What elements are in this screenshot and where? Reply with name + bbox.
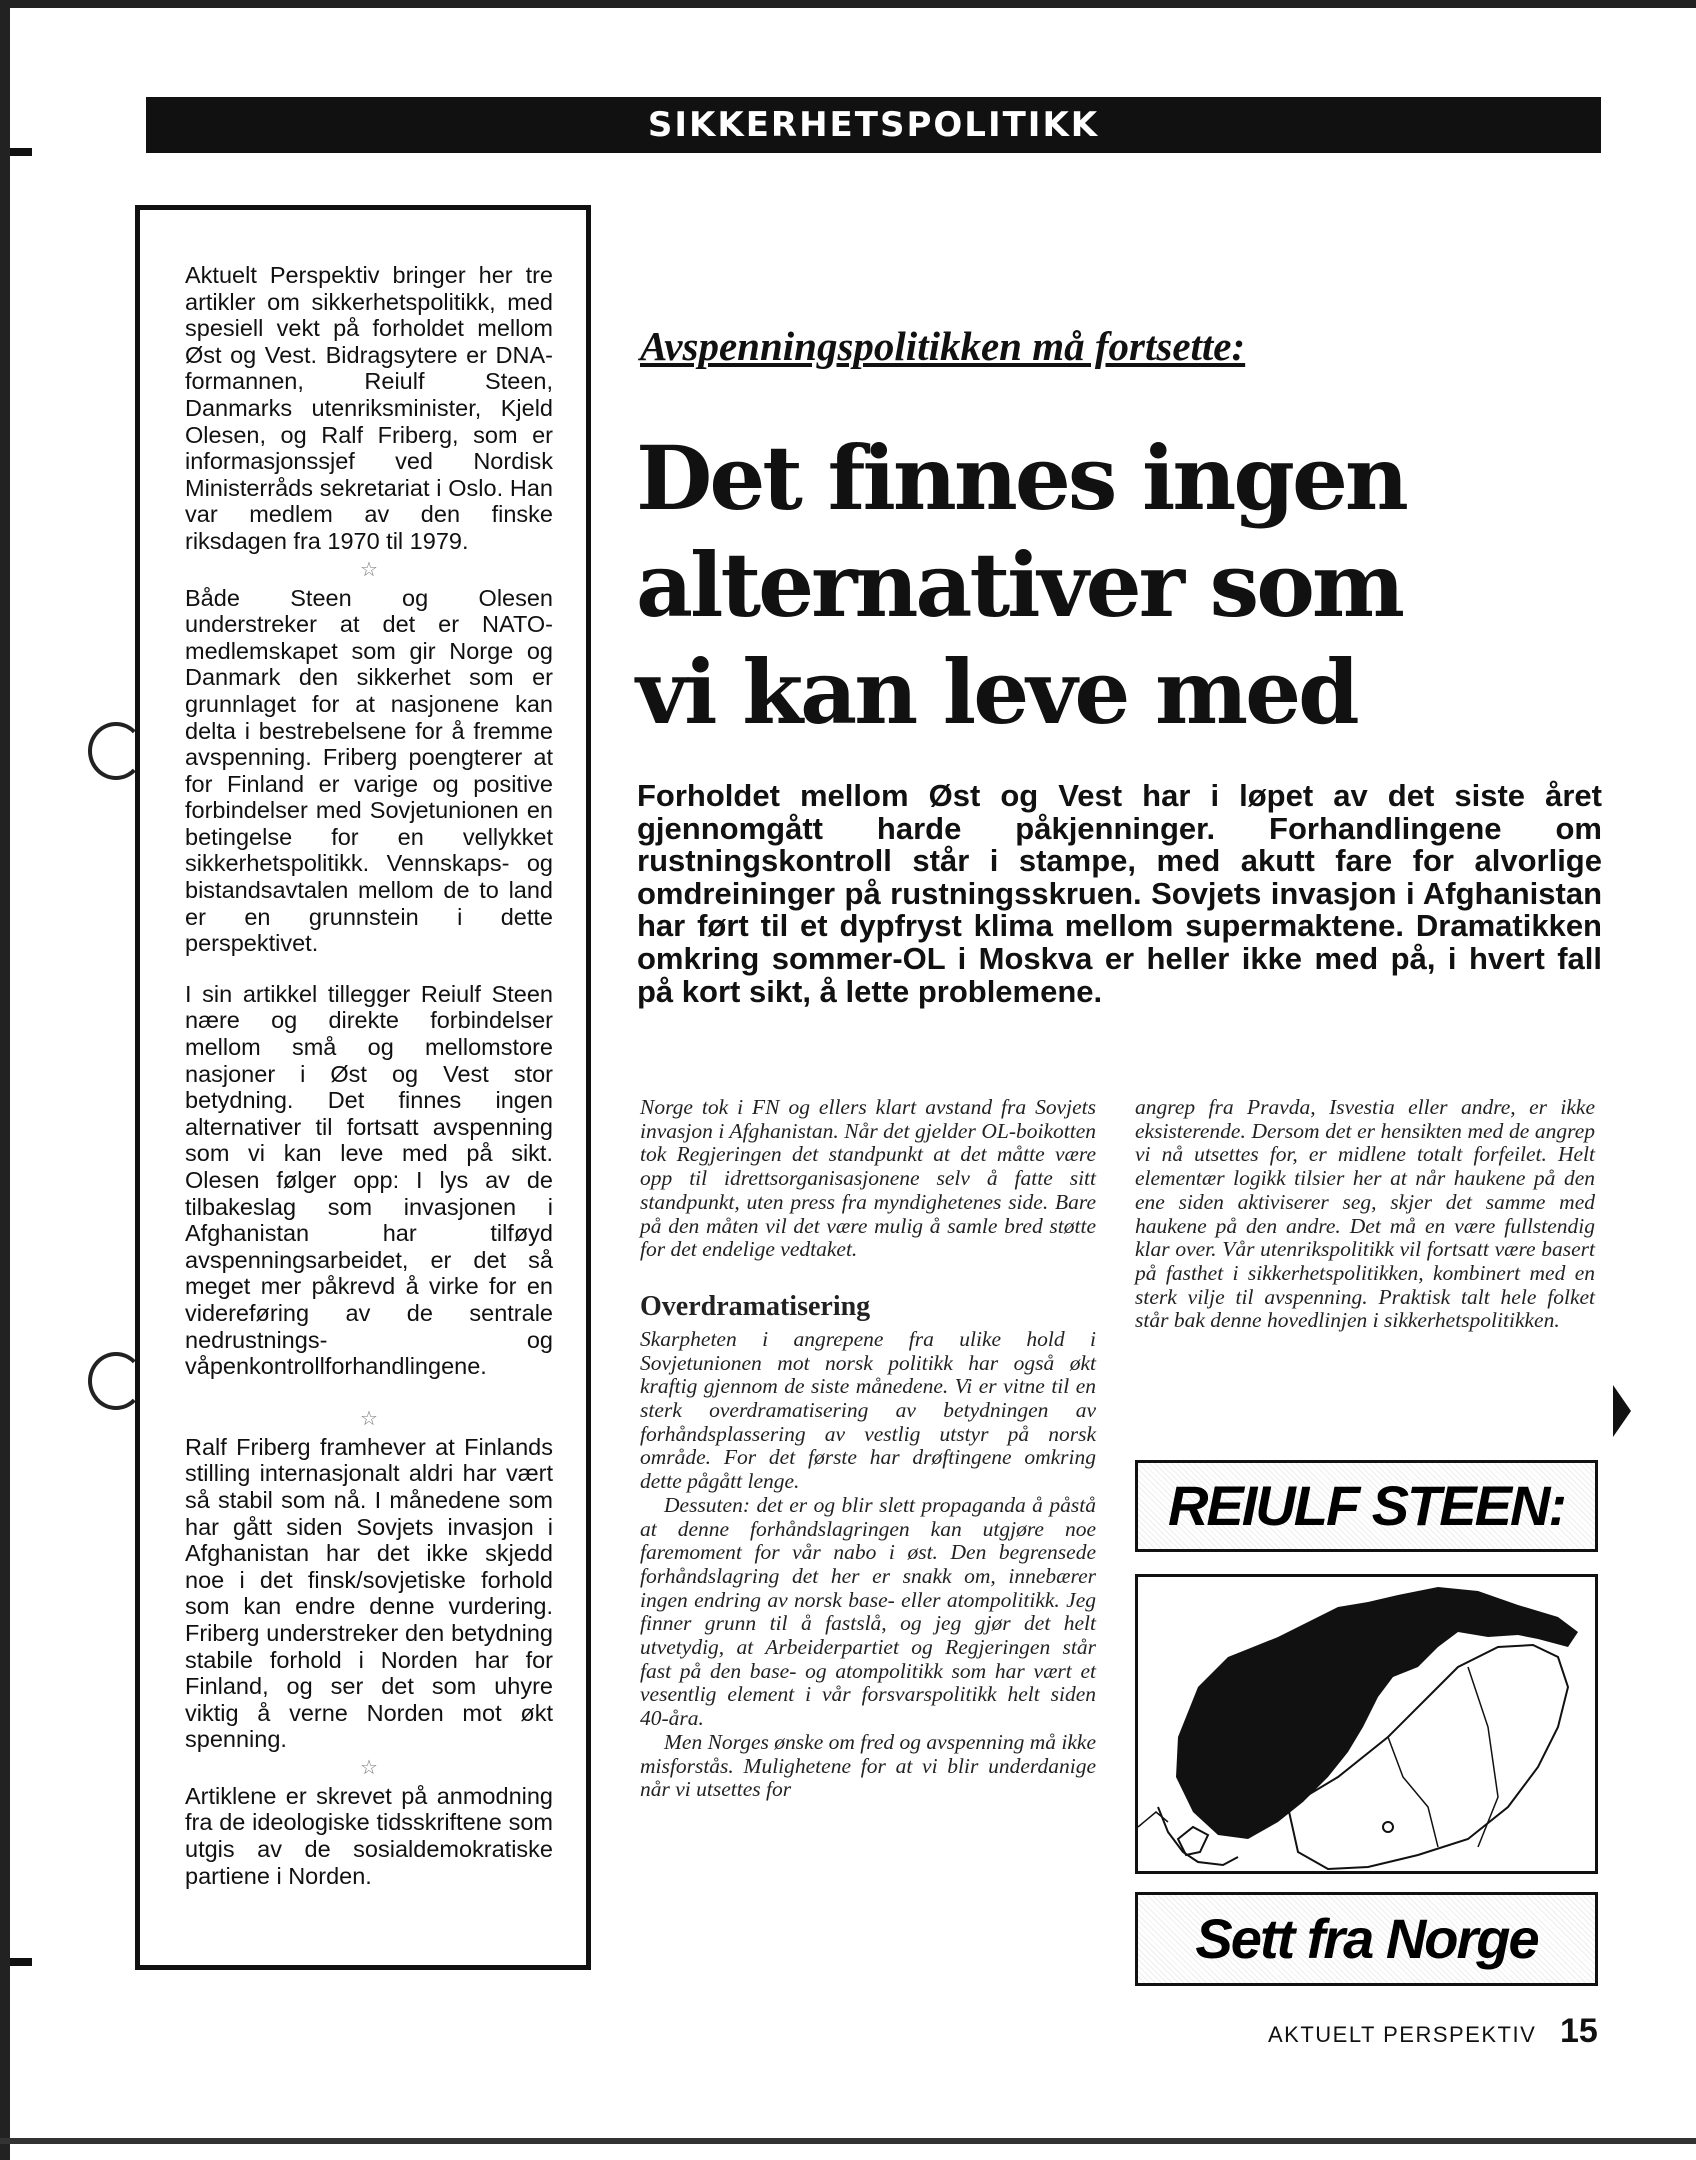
star-separator: ☆ xyxy=(360,558,378,581)
article-lead xyxy=(637,780,1602,1008)
body-paragraph: Skarpheten i angrepene fra ulike hold i Sovjetunionen mot norsk politikk har også økt kraftig gjennom de siste månedene. Vi er vitne til en sterk overdramatisering av betydningen av forhåndsplassering av vestlig utstyr på norsk område. For det første har drøftingene omkring dette pågått lenge. xyxy=(640,1326,1096,1494)
page-edge-bottom xyxy=(0,2138,1696,2144)
article-kicker: Avspenningspolitikken må fortsette: xyxy=(640,323,1246,369)
article-headline xyxy=(636,425,1566,746)
intro-paragraph: Artiklene er skrevet på anmodning fra de ideologiske tidsskriftene som utgis av de sosialdemokratiske partiene i Norden. xyxy=(185,1782,553,1889)
footer-publication: AKTUELT PERSPEKTIV xyxy=(1268,2022,1537,2047)
article-column-2 xyxy=(1135,1096,1595,1333)
intro-paragraph: Ralf Friberg framhever at Finlands stilling internasjonalt aldri har vært så stabil som nå. I månedene som har gått siden Sovjets invasjon i Afghanistan har det ikke skjedd noe i det finsk/sovjetiske forhold som kan endre denne vurdering. Friberg understreker den betydning stabile forhold i Norden har for Finland, og ser det som uhyre viktig å verne Norden mot økt spenning. xyxy=(185,1433,553,1753)
headline-line: Det finnes ingen xyxy=(636,426,1406,530)
body-paragraph: angrep fra Pravda, Isvestia eller andre, er ikke eksisterende. Dersom det er hensikten med de angrep vi nå utsettes for, er midlene totalt forfeilet. Helt elementær logikk tilsier her at når haukene på den ene siden aktiviserer seg, skjer det samme med haukene på den andre. Det må en være fullstendig klar over. Vår utenrikspolitikk vil fortsatt være basert på fasthet i sikkerhetspolitikken, kombinert med en sterk vilje til avspenning. Praktisk talt hele folket står bak denne hovedlinjen i sikkerhetspolitikken. xyxy=(1135,1095,1595,1333)
scandinavia-map-icon xyxy=(1138,1577,1595,1871)
page-edge-top xyxy=(0,0,1696,8)
norway-map xyxy=(1135,1574,1598,1874)
section-title: SIKKERHETSPOLITIKK xyxy=(146,97,1601,153)
star-separator: ☆ xyxy=(360,1407,378,1430)
lead-paragraph: Forholdet mellom Øst og Vest har i løpet av det siste året gjennomgått harde påkjenninger. Forhandlingene om rustningskontroll står i stampe, med akutt fare for alvorlige omdreininger på rustningsskruen. Sovjets invasjon i Afghanistan har ført til et dypfryst klima mellom supermaktene. Dramatikken omkring sommer-OL i Moskva er heller ikke med på, i hvert fall på kort sikt, å lette problemene. xyxy=(637,778,1602,1009)
page-edge-left xyxy=(0,0,10,2160)
margin-mark xyxy=(10,1958,32,1966)
body-paragraph: Men Norges ønske om fred og avspenning må ikke misforstås. Mulighetene for at vi blir underdanige når vi utsettes for xyxy=(640,1729,1096,1802)
page-number: 15 xyxy=(1560,2012,1598,2050)
body-paragraph: Dessuten: det er og blir slett propaganda å påstå at denne forhåndslagringen kan utgjøre noe faremoment for vår nabo i øst. Den begrensede forhåndslagring det her er snakk om, innebærer ingen endring av norsk base- eller atompolitikk. Jeg finner grunn til å fastslå, og jeg gjør det helt utvetydig, at Arbeiderpartiet og Regjeringen står fast på den base- og atompolitikk som har vært et vesentlig element i vår forsvarspolitikk helt siden 40-åra. xyxy=(640,1492,1096,1731)
margin-mark xyxy=(10,148,32,156)
intro-paragraph: I sin artikkel tillegger Reiulf Steen nære og direkte forbindelser mellom små og mellomstore nasjoner i Øst og Vest stor betydning. Det finnes ingen alternativer til fortsatt avspenning som vi kan leve med på sikt. Olesen følger opp: I lys av de tilbakeslag som invasjonen i Afghanistan har tilføyd avspenningsarbeidet, er det så meget mer påkrevd å virke for en videreføring av de sentrale nedrustnings- og våpenkontrollforhandlingene. xyxy=(185,980,553,1380)
article-subhead: Overdramatisering xyxy=(640,1290,871,1322)
intro-paragraph: Både Steen og Olesen understreker at det er NATO-medlemskapet som gir Norge og Danmark den sikkerhet som er grunnlaget for at nasjonene kan delta i bestrebelsene for å fremme avspenning. Friberg poengterer at for Finland er varige og positive forbindelser med Sovjetunionen en betingelse for en vellykket sikkerhetspolitikk. Vennskaps- og bistandsavtalen mellom de to land er en grunnstein i dette perspektivet. xyxy=(185,584,553,957)
sidebar-title-top: REIULF STEEN: xyxy=(1135,1460,1598,1552)
intro-box xyxy=(135,205,591,1970)
continue-arrow-icon xyxy=(1613,1385,1631,1437)
article-column-1 xyxy=(640,1096,1096,1802)
star-separator: ☆ xyxy=(360,1756,378,1779)
intro-paragraph: Aktuelt Perspektiv bringer her tre artikler om sikkerhetspolitikk, med spesiell vekt på forholdet mellom Øst og Vest. Bidragsytere er DNA-formannen, Reiulf Steen, Danmarks utenriksminister, Kjeld Olesen, og Ralf Friberg, som er informasjonssjef ved Nordisk Ministerråds sekretariat i Oslo. Han var medlem av den finske riksdagen fra 1970 til 1979. xyxy=(185,262,553,554)
spacer xyxy=(185,957,553,981)
headline-line: vi kan leve med xyxy=(636,640,1357,744)
intro-text xyxy=(185,262,553,1889)
body-paragraph: Norge tok i FN og ellers klart avstand fra Sovjets invasjon i Afghanistan. Når det gjelder OL-boikotten tok Regjeringen det standpunkt at det måtte være opp til idrettsorganisasjonene selv å fatte sitt standpunkt, uten press fra myndighetenes side. Bare på den måten vil det være mulig å samle bred støtte for det endelige vedtaket. xyxy=(640,1095,1096,1262)
spacer xyxy=(185,1380,553,1404)
headline-line: alternativer som xyxy=(636,533,1402,637)
sidebar-title-bottom: Sett fra Norge xyxy=(1135,1892,1598,1986)
